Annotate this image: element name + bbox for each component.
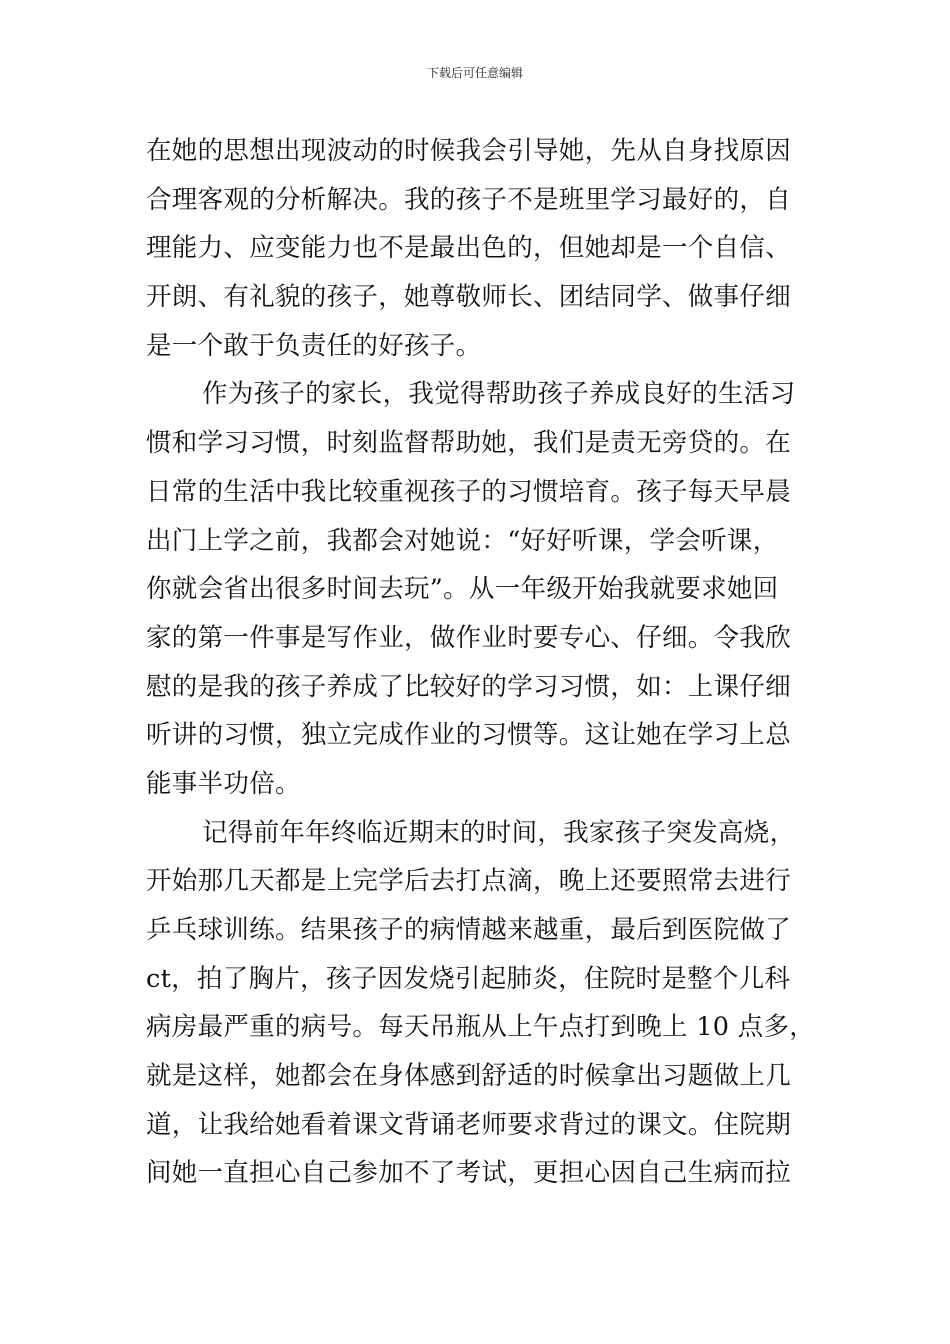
text-line: 病房最严重的病号。每天吊瓶从上午点打到晚上 10 点多， (146, 1012, 816, 1043)
text-line: 听讲的习惯，独立完成作业的习惯等。这让她在学习上总 (146, 720, 792, 751)
text-line: 家的第一件事是写作业，做作业时要专心、仔细。令我欣 (146, 622, 792, 653)
text-line: 日常的生活中我比较重视孩子的习惯培育。孩子每天早晨 (146, 476, 792, 507)
text-line: 慰的是我的孩子养成了比较好的学习习惯，如：上课仔细 (146, 671, 792, 702)
text-line: 作为孩子的家长，我觉得帮助孩子养成良好的生活习 (202, 379, 796, 410)
text-line: 开朗、有礼貌的孩子，她尊敬师长、团结同学、做事仔细 (146, 282, 792, 313)
text-line: 就是这样，她都会在身体感到舒适的时候拿出习题做上几 (146, 1061, 792, 1092)
text-line: 记得前年年终临近期末的时间，我家孩子突发高烧， (202, 817, 796, 848)
text-line: 合理客观的分析解决。我的孩子不是班里学习最好的，自 (146, 184, 792, 215)
text-line: 能事半功倍。 (146, 768, 301, 799)
text-line: 间她一直担心自己参加不了考试，更担心因自己生病而拉 (146, 1158, 792, 1189)
text-line: 惯和学习习惯，时刻监督帮助她，我们是责无旁贷的。在 (146, 428, 792, 459)
text-line: 理能力、应变能力也不是最出色的，但她却是一个自信、 (146, 233, 792, 264)
document-body (146, 127, 816, 1198)
text-line: 乒乓球训练。结果孩子的病情越来越重，最后到医院做了 (146, 915, 792, 945)
text-line: 开始那几天都是上完学后去打点滴，晚上还要照常去进行 (146, 866, 792, 897)
text-line: ct，拍了胸片，孩子因发烧引起肺炎，住院时是整个儿科 (146, 963, 791, 994)
text-line: 出门上学之前，我都会对她说：“好好听课，学会听课， (146, 525, 779, 556)
text-line: 是一个敢于负责任的好孩子。 (146, 330, 482, 361)
text-line: 你就会省出很多时间去玩”。从一年级开始我就要求她回 (146, 574, 779, 605)
text-line: 道，让我给她看着课文背诵老师要求背过的课文。住院期 (146, 1109, 792, 1140)
text-line: 在她的思想出现波动的时候我会引导她，先从自身找原因 (146, 136, 792, 166)
page-header: 下载后可任意编辑 (426, 66, 523, 80)
